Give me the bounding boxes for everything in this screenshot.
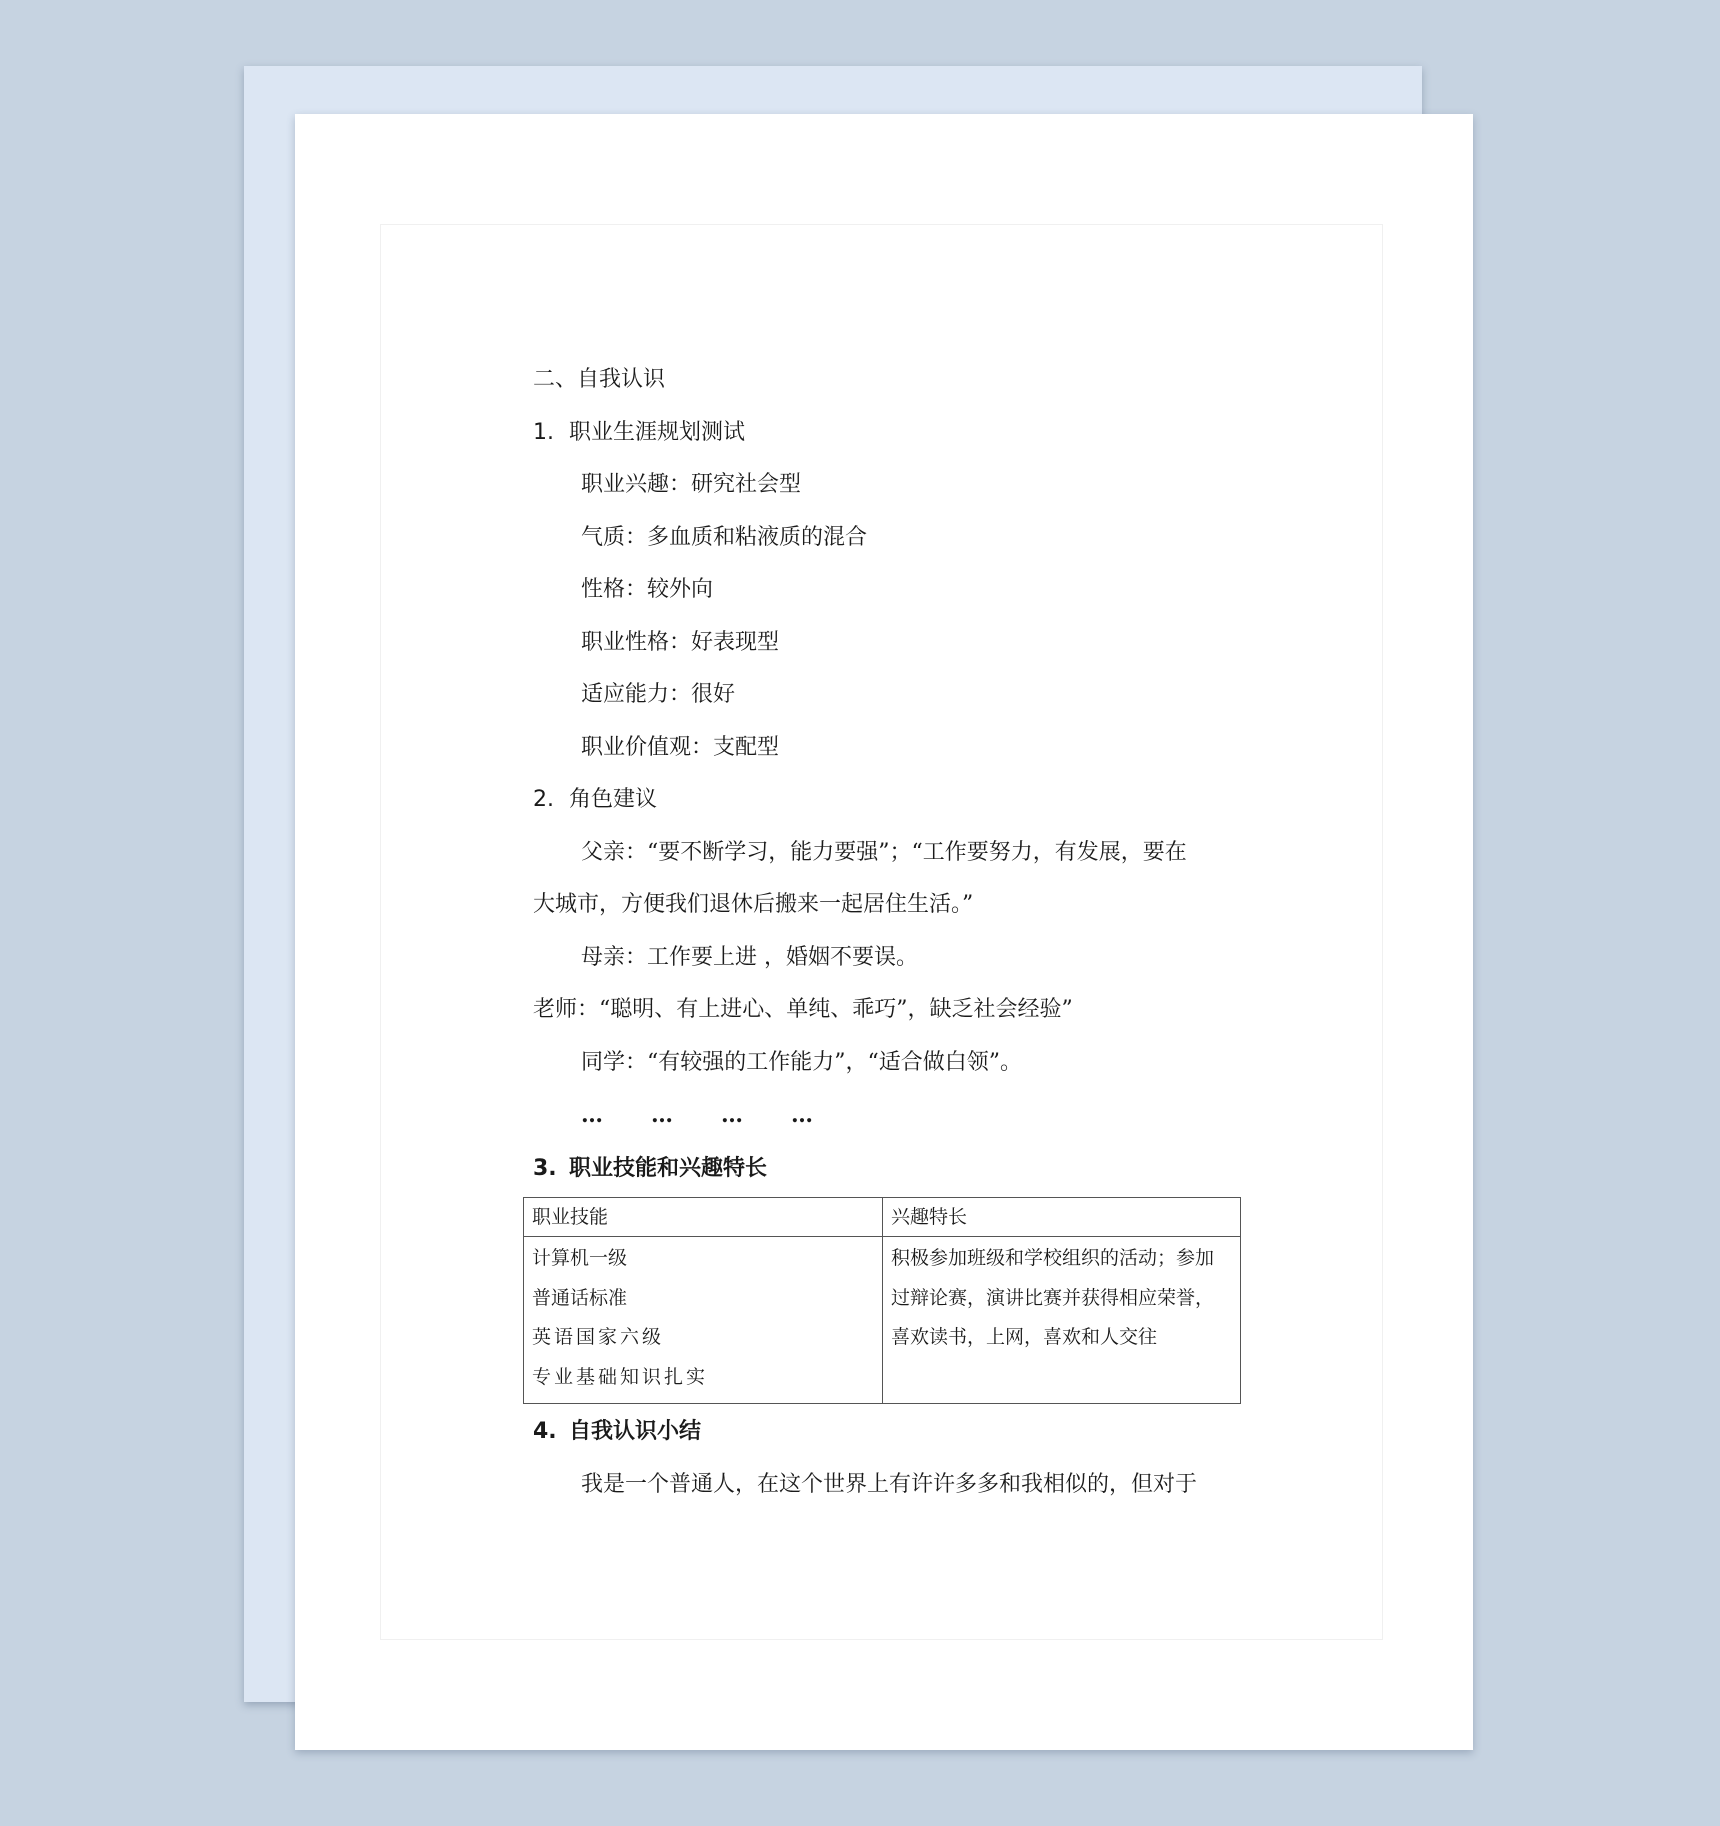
- father-advice-line-2: 大城市，方便我们退休后搬来一起居住生活。”: [533, 892, 974, 917]
- interest-line: 过辩论赛，演讲比赛并获得相应荣誉，: [891, 1286, 1215, 1309]
- subsection-number: 4.: [533, 1419, 557, 1444]
- interest-line: 积极参加班级和学校组织的活动；参加: [891, 1247, 1215, 1269]
- ellipsis: …: [721, 1102, 744, 1128]
- skills-cell: [524, 1237, 883, 1404]
- skill-item: 计算机一级: [532, 1247, 628, 1269]
- table-header-interests: 兴趣特长: [883, 1198, 1241, 1237]
- ellipsis-row: [533, 1089, 1253, 1143]
- table-row: [524, 1237, 1241, 1404]
- table-header-skills: 职业技能: [524, 1198, 883, 1237]
- skills-interests-table: [523, 1197, 1241, 1404]
- subsection-title: 自我认识小结: [569, 1419, 702, 1444]
- section-title: 二、自我认识: [533, 367, 666, 392]
- table-header-row: [524, 1198, 1241, 1237]
- test-result-line: 职业性格：好表现型: [581, 629, 780, 655]
- mother-advice: 母亲：工作要上进 ，婚姻不要误。: [581, 944, 918, 970]
- subsection-number: 3.: [533, 1155, 557, 1181]
- page-content: [533, 354, 1253, 1511]
- classmate-advice: 同学：“有较强的工作能力”，“适合做白领”。: [581, 1049, 1022, 1075]
- subsection-number: 1.: [533, 419, 554, 445]
- skill-item: 英语国家六级: [532, 1326, 665, 1348]
- ellipsis: …: [581, 1102, 604, 1128]
- subsection-title: 角色建议: [569, 787, 658, 812]
- subsection-heading-3: [533, 1143, 1253, 1196]
- subsection-heading-4: [533, 1406, 1253, 1459]
- test-result-line: 性格：较外向: [581, 577, 714, 602]
- father-advice-line-1: 父亲：“要不断学习，能力要强”；“工作要努力，有发展，要在: [581, 839, 1187, 865]
- test-result-line: 气质：多血质和粘液质的混合: [581, 524, 868, 550]
- ellipsis: …: [651, 1102, 674, 1128]
- teacher-advice: 老师：“聪明、有上进心、单纯、乖巧”，缺乏社会经验”: [533, 997, 1073, 1022]
- interests-cell: [883, 1237, 1241, 1404]
- skill-item: 专业基础知识扎实: [532, 1365, 709, 1388]
- interest-line: 喜欢读书，上网，喜欢和人交往: [891, 1326, 1158, 1348]
- subsection-heading-2: [533, 774, 1253, 827]
- test-result-line: 职业价值观：支配型: [581, 734, 780, 760]
- subsection-heading-1: [533, 407, 1253, 460]
- test-result-line: 适应能力：很好: [581, 682, 736, 707]
- subsection-title: 职业技能和兴趣特长: [569, 1155, 768, 1181]
- ellipsis: …: [791, 1102, 814, 1128]
- summary-paragraph: 我是一个普通人，在这个世界上有许许多多和我相似的，但对于: [581, 1471, 1198, 1497]
- document-page: [295, 114, 1473, 1750]
- test-result-line: 职业兴趣：研究社会型: [581, 472, 802, 497]
- skill-item: 普通话标准: [532, 1286, 628, 1309]
- subsection-title: 职业生涯规划测试: [569, 419, 746, 445]
- subsection-number: 2.: [533, 787, 554, 812]
